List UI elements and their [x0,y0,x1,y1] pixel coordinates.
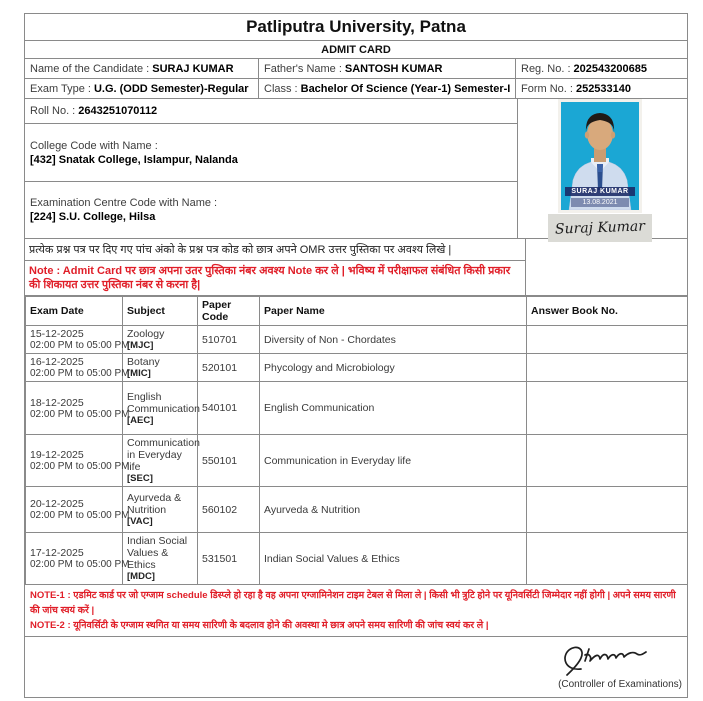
page-title: Patliputra University, Patna [246,17,466,36]
exam-date-cell: 15-12-2025 02:00 PM to 05:00 PM [26,326,123,354]
exam-type-cell [25,79,259,99]
exam-date-cell: 20-12-2025 02:00 PM to 05:00 PM [26,487,123,533]
answer-book-no-cell [527,326,688,354]
paper-name-cell: Indian Social Values & Ethics [260,533,527,585]
header-row [25,14,687,41]
paper-name-cell: Ayurveda & Nutrition [260,487,527,533]
controller-signature-scribble [559,641,649,679]
exam-centre-value: [224] S.U. College, Hilsa [30,211,156,223]
candidate-name-value: SURAJ KUMAR [152,63,234,75]
reg-no-cell [516,59,687,79]
roll-no-label: Roll No. : [30,105,76,117]
photo-cell [518,99,687,238]
exam-date-cell: 19-12-2025 02:00 PM to 05:00 PM [26,435,123,487]
paper-name-cell: Communication in Everyday life [260,435,527,487]
col-header-answer-book-no: Answer Book No. [527,297,688,326]
exam-schedule-table [25,296,688,585]
candidate-name-cell [25,59,259,79]
answer-book-no-cell [527,382,688,435]
col-header-paper-code: Paper Code [198,297,260,326]
college-label: College Code with Name : [30,139,158,152]
table-row [26,354,688,382]
omr-instruction-text: प्रत्येक प्रश्न पत्र पर दिए गए पांच अंको के प्रश्न पत्र कोड को छात्र अपने OMR उत्तर पुस्तिका पर अवश्य लिखे | [25,239,525,261]
col-header-paper-name: Paper Name [260,297,527,326]
card-title: ADMIT CARD [25,41,687,59]
note-1-text: NOTE-1 : एडमिट कार्ड पर जो एग्जाम schedule डिस्प्ले हो रहा है वह अपना एग्जामिनेशन टाइम टेबल से मिला ले | किसी भी त्रुटि होने पर यूनिवर्सिटी जिम्मेदार नहीं होगी | अपने समय सारणी की जांच स्वयं करें | [30,590,676,616]
paper-name-cell: Diversity of Non - Chordates [260,326,527,354]
college-cell [25,124,517,182]
paper-code-cell: 550101 [198,435,260,487]
exam-date-cell: 16-12-2025 02:00 PM to 05:00 PM [26,354,123,382]
instructions-left [25,239,526,295]
class-label: Class : [264,83,298,95]
table-row [26,326,688,354]
roll-no-cell [25,99,517,124]
subject-cell: Zoology [MJC] [123,326,198,354]
subject-cell: Indian Social Values & Ethics [MDC] [123,533,198,585]
answer-book-no-cell [527,354,688,382]
exam-type-value: U.G. (ODD Semester)-Regular [93,83,249,95]
exam-type-label: Exam Type : [30,83,91,95]
form-no-value: 252533140 [575,83,632,95]
photo-date-overlay: 13.08.2021 [571,198,629,207]
details-left-column [25,99,518,238]
table-row [26,487,688,533]
table-row [26,382,688,435]
col-header-exam-date: Exam Date [26,297,123,326]
candidate-details-section [25,99,687,239]
form-no-label: Form No. : [521,83,573,95]
candidate-signature-text: Suraj Kumar [554,218,646,238]
candidate-info-grid [25,59,687,99]
candidate-signature [548,214,652,242]
paper-code-cell: 520101 [198,354,260,382]
admit-card-note-text: Note : Admit Card पर छात्र अपना उतर पुस्तिका नंबर अवश्य Note कर ले | भविष्य में परीक्षाफल संबंधित किसी प्रकार की शिकायत उत्तर पुस्तिका नंबर से करना है| [29,265,511,291]
bottom-notes-box [25,585,687,637]
reg-no-value: 202543200685 [573,63,647,75]
father-name-cell [259,59,516,79]
paper-code-cell: 560102 [198,487,260,533]
exam-centre-label: Examination Centre Code with Name : [30,197,218,209]
candidate-photo-image [561,102,639,210]
college-value: [432] Snatak College, Islampur, Nalanda [30,153,238,166]
subject-cell: Communication in Everyday life [SEC] [123,435,198,487]
exam-table-header-row [26,297,688,326]
father-name-label: Father's Name : [264,63,342,75]
class-value: Bachelor Of Science (Year-1) Semester-I [300,83,511,95]
answer-book-no-cell [527,487,688,533]
paper-code-cell: 510701 [198,326,260,354]
paper-code-cell: 540101 [198,382,260,435]
table-row [26,533,688,585]
answer-book-no-cell [527,533,688,585]
exam-centre-cell [25,182,517,238]
note-2-text: NOTE-2 : यूनिवर्सिटी के एग्जाम स्थगित या समय सारिणी के बदलाव होने की अवस्था मे छात्र अपने समय सारिणी की जांच स्वयं कर ले | [30,620,489,631]
class-cell [259,79,516,99]
form-no-cell [516,79,687,99]
exam-date-cell: 18-12-2025 02:00 PM to 05:00 PM [26,382,123,435]
paper-name-cell: Phycology and Microbiology [260,354,527,382]
instructions-empty-cell [526,239,687,295]
subject-cell: Botany [MIC] [123,354,198,382]
exam-date-cell: 17-12-2025 02:00 PM to 05:00 PM [26,533,123,585]
father-name-value: SANTOSH KUMAR [344,63,443,75]
candidate-photo [558,99,642,213]
subject-cell: Ayurveda & Nutrition [VAC] [123,487,198,533]
table-row [26,435,688,487]
controller-of-examinations-label: (Controller of Examinations) [558,679,682,690]
reg-no-label: Reg. No. : [521,63,571,75]
subject-cell: English Communication [AEC] [123,382,198,435]
candidate-name-label: Name of the Candidate : [30,63,150,75]
col-header-subject: Subject [123,297,198,326]
photo-name-overlay: SURAJ KUMAR [565,187,635,196]
roll-no-value: 2643251070112 [78,105,158,117]
paper-name-cell: English Communication [260,382,527,435]
instructions-section [25,239,687,296]
paper-code-cell: 531501 [198,533,260,585]
admit-card [24,13,688,698]
footer-section [25,637,687,697]
answer-book-no-cell [527,435,688,487]
